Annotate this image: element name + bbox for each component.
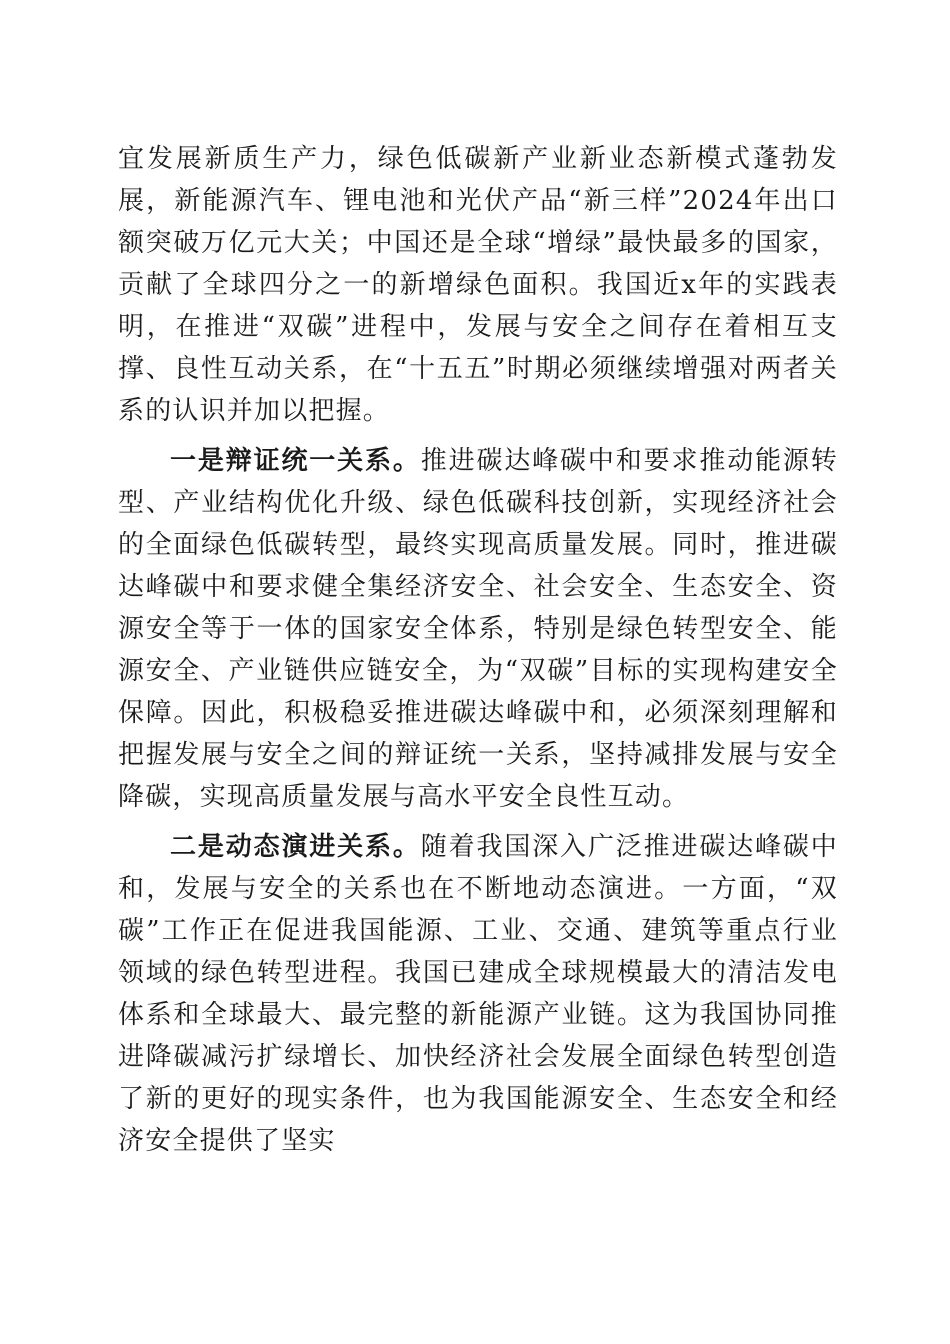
- paragraph-dynamic-evolution: [118, 826, 838, 1162]
- paragraph-continuation: [118, 138, 838, 432]
- paragraph-lead: 二是动态演进关系。: [170, 832, 421, 862]
- paragraph-text: 推进碳达峰碳中和要求推动能源转型、产业结构优化升级、绿色低碳科技创新，实现经济社会的全面绿色低碳转型，最终实现高质量发展。同时，推进碳达峰碳中和要求健全集经济安全、社会安全、生态安全、资源安全等于一体的国家安全体系，特别是绿色转型安全、能源安全、产业链供应链安全，为“双碳”目标的实现构建安全保障。因此，积极稳妥推进碳达峰碳中和，必须深刻理解和把握发展与安全之间的辩证统一关系，坚持减排发展与安全降碳，实现高质量发展与高水平安全良性互动。: [118, 446, 838, 812]
- body-text: [118, 138, 838, 1170]
- paragraph-lead: 一是辩证统一关系。: [170, 446, 421, 476]
- paragraph-dialectical-unity: [118, 440, 838, 818]
- paragraph-text: 随着我国深入广泛推进碳达峰碳中和，发展与安全的关系也在不断地动态演进。一方面，“双碳”工作正在促进我国能源、工业、交通、建筑等重点行业领域的绿色转型进程。我国已建成全球规模最大的清洁发电体系和全球最大、最完整的新能源产业链。这为我国协同推进降碳减污扩绿增长、加快经济社会发展全面绿色转型创造了新的更好的现实条件，也为我国能源安全、生态安全和经济安全提供了坚实: [118, 832, 838, 1156]
- paragraph-text: 宜发展新质生产力，绿色低碳新产业新业态新模式蓬勃发展，新能源汽车、锂电池和光伏产品“新三样”2024年出口额突破万亿元大关；中国还是全球“增绿”最快最多的国家，贡献了全球四分之一的新增绿色面积。我国近x年的实践表明，在推进“双碳”进程中，发展与安全之间存在着相互支撑、良性互动关系，在“十五五”时期必须继续增强对两者关系的认识并加以把握。: [118, 144, 838, 426]
